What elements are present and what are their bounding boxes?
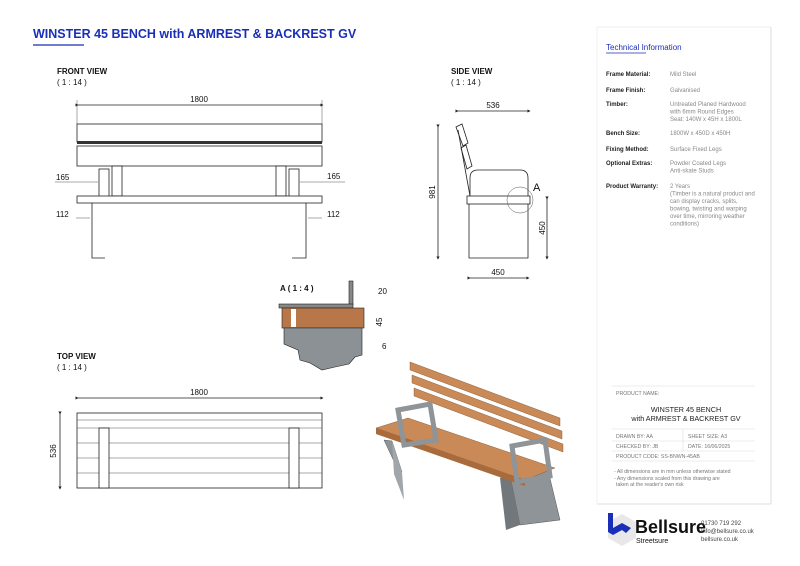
side-view	[428, 67, 547, 278]
product-name-label: PRODUCT NAME:	[616, 391, 660, 397]
spec-value: can display cracks, splits,	[670, 199, 738, 205]
spec-value: 2 Years	[670, 184, 691, 190]
spec-row	[606, 72, 696, 78]
spec-label: Bench Size:	[606, 131, 641, 137]
note: - All dimensions are in mm unless otherwise stated	[614, 469, 731, 475]
top-view-label: TOP VIEW	[57, 352, 96, 361]
detail-dim-6: 6	[382, 342, 387, 351]
spec-value: Galvanised	[670, 88, 701, 94]
title-block	[612, 386, 755, 488]
spec-value: Anti-skate Studs	[670, 168, 714, 175]
drawing-title: WINSTER 45 BENCH with ARMREST & BACKREST GV	[33, 27, 357, 41]
side-view-label: SIDE VIEW	[451, 67, 493, 76]
front-view	[55, 67, 345, 258]
drawn-by: DRAWN BY: AA	[616, 434, 653, 440]
leg-frame	[92, 203, 306, 258]
date: DATE: 16/06/2025	[688, 444, 731, 450]
top-view	[49, 352, 322, 488]
front-view-scale: ( 1 : 14 )	[57, 78, 87, 87]
top-outline	[77, 413, 322, 488]
detail-dim-45: 45	[375, 317, 384, 327]
detail-dim-20: 20	[378, 287, 387, 296]
front-width-dim: 1800	[190, 95, 208, 104]
spec-label: Frame Finish:	[606, 88, 646, 94]
spec-row	[606, 131, 730, 137]
steel-section	[284, 328, 362, 370]
spec-value: Untreated Planed Hardwood	[670, 102, 746, 108]
backrest-rail	[77, 124, 322, 142]
tech-heading: Technical Information	[606, 43, 682, 52]
spec-value: bowing, twisting and warping	[670, 206, 747, 213]
spec-row	[606, 102, 746, 123]
back-support	[112, 166, 122, 196]
product-name-line2: with ARMREST & BACKREST GV	[631, 414, 741, 423]
front-view-label: FRONT VIEW	[57, 67, 108, 76]
spec-label: Frame Material:	[606, 72, 651, 78]
front-left-upper-dim: 165	[56, 173, 70, 182]
spec-value: over time, mirroring weather	[670, 214, 745, 220]
email-link[interactable]: info@bellsure.co.uk	[701, 529, 754, 535]
armrest-top	[289, 428, 299, 488]
spec-row	[606, 161, 726, 175]
website-link[interactable]: bellsure.co.uk	[701, 537, 739, 543]
side-seat-height-dim: 450	[538, 221, 547, 235]
seat	[77, 196, 322, 203]
leg-profile	[469, 204, 528, 258]
backrest-slat	[456, 124, 468, 146]
product-code: PRODUCT CODE: SS-BNWN-45AB	[616, 454, 700, 460]
spec-value: Powder Coated Legs	[670, 161, 727, 167]
detail-marker: A	[533, 182, 541, 194]
sheet-size: SHEET SIZE: A3	[688, 434, 728, 440]
product-name-line1: WINSTER 45 BENCH	[650, 405, 722, 414]
note: taken at the reader's own risk	[616, 482, 684, 488]
phone: 01730 719 292	[701, 521, 742, 527]
spec-value: Seat: 140W x 45H x 1800L	[670, 117, 742, 123]
seat-profile	[467, 196, 530, 204]
brand-block	[608, 513, 755, 546]
backrest-rail	[77, 146, 322, 166]
spec-value: (Timber is a natural product and	[670, 191, 755, 198]
bench-3d-render	[376, 362, 563, 530]
spec-row	[606, 88, 700, 94]
front-right-lower-dim: 112	[327, 210, 340, 219]
spec-value: Mild Steel	[670, 72, 697, 78]
spec-value: 1800W x 450D x 450H	[670, 131, 731, 137]
side-depth-bottom-dim: 450	[491, 268, 505, 277]
top-depth-dim: 536	[49, 444, 58, 458]
side-depth-top-dim: 536	[486, 101, 500, 110]
side-height-dim: 981	[428, 185, 437, 199]
bellsure-logo-icon	[608, 513, 636, 546]
front-right-upper-dim: 165	[327, 172, 341, 181]
front-left-lower-dim: 112	[56, 210, 69, 219]
brand-name: Bellsure	[635, 517, 707, 537]
top-view-scale: ( 1 : 14 )	[57, 363, 87, 372]
armrest-top	[99, 428, 109, 488]
back-support	[276, 166, 286, 196]
side-view-scale: ( 1 : 14 )	[451, 78, 481, 87]
spec-value: with 6mm Round Edges	[670, 109, 734, 116]
armrest	[289, 169, 299, 197]
detail-a-view	[279, 281, 387, 370]
armrest	[99, 169, 109, 197]
spec-value: Surface Fixed Legs	[670, 147, 722, 153]
detail-label: A ( 1 : 4 )	[280, 284, 314, 293]
brand-sub: Streetsure	[636, 538, 669, 545]
note: - Any dimensions scaled from this drawing are	[614, 476, 720, 482]
top-width-dim: 1800	[190, 388, 208, 397]
spec-row	[606, 184, 755, 228]
spec-value: conditions)	[670, 221, 700, 228]
armrest-frame	[470, 170, 528, 196]
spec-label: Fixing Method:	[606, 147, 649, 153]
spec-label: Timber:	[606, 102, 628, 108]
spec-label: Product Warranty:	[606, 184, 659, 190]
technical-information	[606, 43, 755, 228]
spec-label: Optional Extras:	[606, 161, 653, 167]
checked-by: CHECKED BY: JB	[616, 444, 659, 450]
spec-row	[606, 147, 722, 153]
